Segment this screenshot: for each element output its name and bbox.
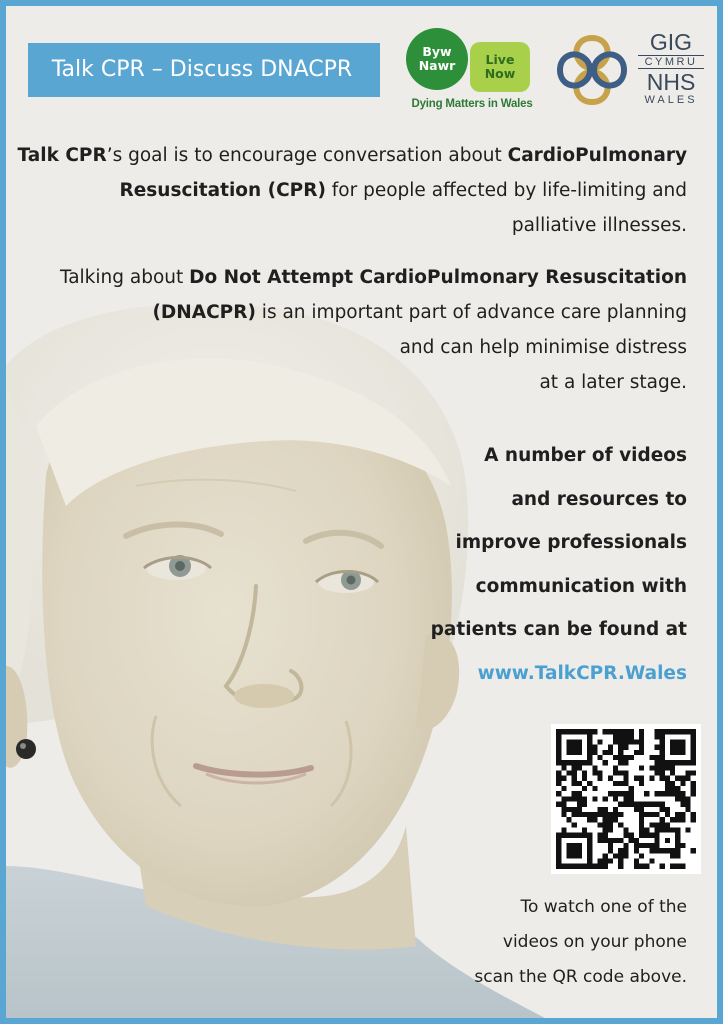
wales-text: WALES xyxy=(644,94,698,106)
dnacpr-paragraph xyxy=(27,260,687,400)
live-text: Live xyxy=(485,52,515,67)
resources-line-2: and resources to xyxy=(511,488,687,510)
talk-cpr-bold: Talk CPR xyxy=(17,145,107,166)
byw-nawr-bubble xyxy=(406,28,468,90)
page-title-banner xyxy=(28,43,380,97)
nhs-wales-wordmark xyxy=(636,26,706,106)
page-title: Talk CPR – Discuss DNACPR xyxy=(51,57,353,82)
nawr-text: Nawr xyxy=(418,58,456,73)
cymru-text: CYMRU xyxy=(638,55,704,69)
now-text: Now xyxy=(484,66,516,81)
dnacpr-text-1: Talking about xyxy=(59,267,190,288)
dnacpr-line-2 xyxy=(27,295,687,330)
intro-line-3: palliative illnesses. xyxy=(511,215,687,236)
intro-text-1: ’s goal is to encourage conversation about xyxy=(106,145,508,166)
qr-caption-line-2: videos on your phone xyxy=(502,932,687,952)
byw-nawr-logo xyxy=(402,24,542,116)
qr-code[interactable] xyxy=(551,724,701,874)
nhs-text: NHS xyxy=(646,69,696,95)
resources-block xyxy=(387,434,687,695)
intro-line-1 xyxy=(7,138,687,173)
resources-line-1: A number of videos xyxy=(484,445,687,466)
dying-matters-tagline: Dying Matters in Wales xyxy=(411,98,533,110)
gig-text: GIG xyxy=(649,29,693,55)
talkcpr-website-link[interactable]: www.TalkCPR.Wales xyxy=(477,662,687,684)
intro-line-2 xyxy=(7,173,687,208)
qr-caption xyxy=(387,890,687,995)
dnacpr-abbr-bold: (DNACPR) xyxy=(152,302,256,323)
intro-text-2: for people affected by life-limiting and xyxy=(325,180,687,201)
qr-caption-line-3: scan the QR code above. xyxy=(474,967,687,987)
resuscitation-cpr-bold: Resuscitation (CPR) xyxy=(119,180,326,201)
dnacpr-full-bold: Do Not Attempt CardioPulmonary Resuscitation xyxy=(189,267,687,288)
qr-caption-line-1: To watch one of the xyxy=(520,897,687,917)
dnacpr-line-3: and can help minimise distress xyxy=(399,337,687,358)
celtic-knot-icon xyxy=(554,32,630,108)
dnacpr-text-2: is an important part of advance care planning xyxy=(255,302,687,323)
live-now-bubble xyxy=(470,42,530,92)
resources-line-4: communication with xyxy=(475,575,687,597)
resources-line-3: improve professionals xyxy=(455,532,687,553)
nhs-wales-logo xyxy=(554,26,706,112)
intro-paragraph xyxy=(7,138,687,243)
cardiopulmonary-bold: CardioPulmonary xyxy=(507,145,687,166)
dnacpr-line-1 xyxy=(27,260,687,295)
byw-text: Byw xyxy=(422,44,452,59)
dnacpr-line-4: at a later stage. xyxy=(539,372,687,393)
resources-line-5: patients can be found at xyxy=(430,619,687,640)
